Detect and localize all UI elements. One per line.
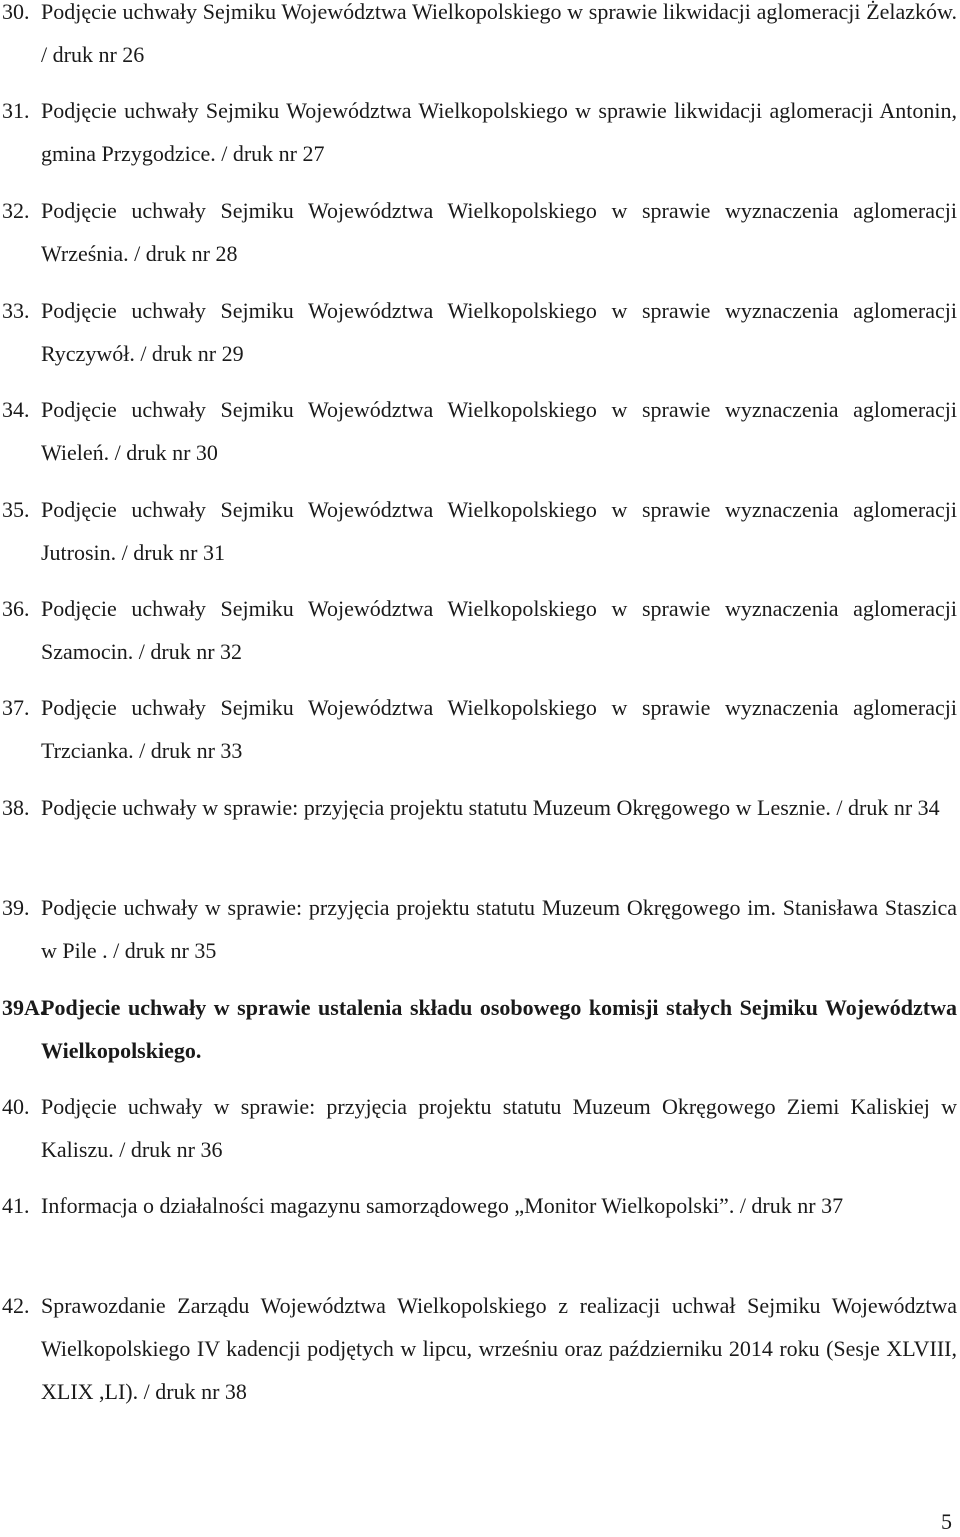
item-text: Podjęcie uchwały Sejmiku Województwa Wielkopolskiego w sprawie wyznaczenia aglomeracji Wieleń. / druk nr 30	[41, 397, 957, 465]
agenda-item-34	[0, 388, 957, 474]
agenda-item-33	[0, 289, 957, 375]
item-number: 37.	[2, 695, 30, 720]
item-number: 38.	[2, 795, 30, 820]
item-number: 32.	[2, 198, 30, 223]
item-text: Podjęcie uchwały Sejmiku Województwa Wielkopolskiego w sprawie likwidacji aglomeracji Antonin, gmina Przygodzice. / druk nr 27	[41, 98, 957, 166]
item-text: Podjęcie uchwały Sejmiku Województwa Wielkopolskiego w sprawie wyznaczenia aglomeracji Jutrosin. / druk nr 31	[41, 497, 957, 565]
agenda-item-37	[0, 686, 957, 772]
item-text: Podjęcie uchwały w sprawie: przyjęcia projektu statutu Muzeum Okręgowego im. Stanisława Staszica w Pile . / druk nr 35	[41, 895, 957, 963]
item-number: 42.	[2, 1293, 30, 1318]
item-number: 33.	[2, 298, 30, 323]
agenda-item-39	[0, 886, 957, 972]
item-number: 30.	[2, 0, 30, 24]
agenda-item-31	[0, 89, 957, 175]
agenda-item-38	[0, 786, 957, 829]
item-number: 36.	[2, 596, 30, 621]
item-number: 34.	[2, 397, 30, 422]
agenda-item-32	[0, 189, 957, 275]
item-text: Podjęcie uchwały Sejmiku Województwa Wielkopolskiego w sprawie likwidacji aglomeracji Żelazków. / druk nr 26	[41, 0, 957, 67]
agenda-item-39a	[0, 986, 957, 1072]
item-number: 40.	[2, 1094, 30, 1119]
page-number: 5	[941, 1509, 952, 1534]
agenda-item-42	[0, 1284, 957, 1413]
item-text: Podjęcie uchwały w sprawie: przyjęcia projektu statutu Muzeum Okręgowego w Lesznie. / druk nr 34	[41, 795, 940, 820]
agenda-item-40	[0, 1085, 957, 1171]
item-number: 39.	[2, 895, 30, 920]
item-text: Podjęcie uchwały Sejmiku Województwa Wielkopolskiego w sprawie wyznaczenia aglomeracji Września. / druk nr 28	[41, 198, 957, 266]
item-text: Sprawozdanie Zarządu Województwa Wielkopolskiego z realizacji uchwał Sejmiku Województwa Wielkopolskiego IV kadencji podjętych w lipcu, wrześniu oraz październiku 2014 roku (Sesje XLVIII, XLIX ,LI). / druk nr 38	[41, 1293, 957, 1404]
item-text: Podjecie uchwały w sprawie ustalenia składu osobowego komisji stałych Sejmiku Województwa Wielkopolskiego.	[41, 995, 957, 1063]
item-text: Podjęcie uchwały Sejmiku Województwa Wielkopolskiego w sprawie wyznaczenia aglomeracji Trzcianka. / druk nr 33	[41, 695, 957, 763]
item-text: Informacja o działalności magazynu samorządowego „Monitor Wielkopolski”. / druk nr 37	[41, 1193, 844, 1218]
agenda-item-30	[0, 0, 957, 76]
item-number: 39A.	[2, 995, 46, 1020]
item-text: Podjęcie uchwały w sprawie: przyjęcia projektu statutu Muzeum Okręgowego Ziemi Kaliskiej w Kaliszu. / druk nr 36	[41, 1094, 957, 1162]
item-text: Podjęcie uchwały Sejmiku Województwa Wielkopolskiego w sprawie wyznaczenia aglomeracji Szamocin. / druk nr 32	[41, 596, 957, 664]
item-number: 31.	[2, 98, 30, 123]
agenda-item-41	[0, 1184, 957, 1227]
item-number: 41.	[2, 1193, 30, 1218]
item-number: 35.	[2, 497, 30, 522]
agenda-item-35	[0, 488, 957, 574]
agenda-item-36	[0, 587, 957, 673]
item-text: Podjęcie uchwały Sejmiku Województwa Wielkopolskiego w sprawie wyznaczenia aglomeracji Ryczywół. / druk nr 29	[41, 298, 957, 366]
